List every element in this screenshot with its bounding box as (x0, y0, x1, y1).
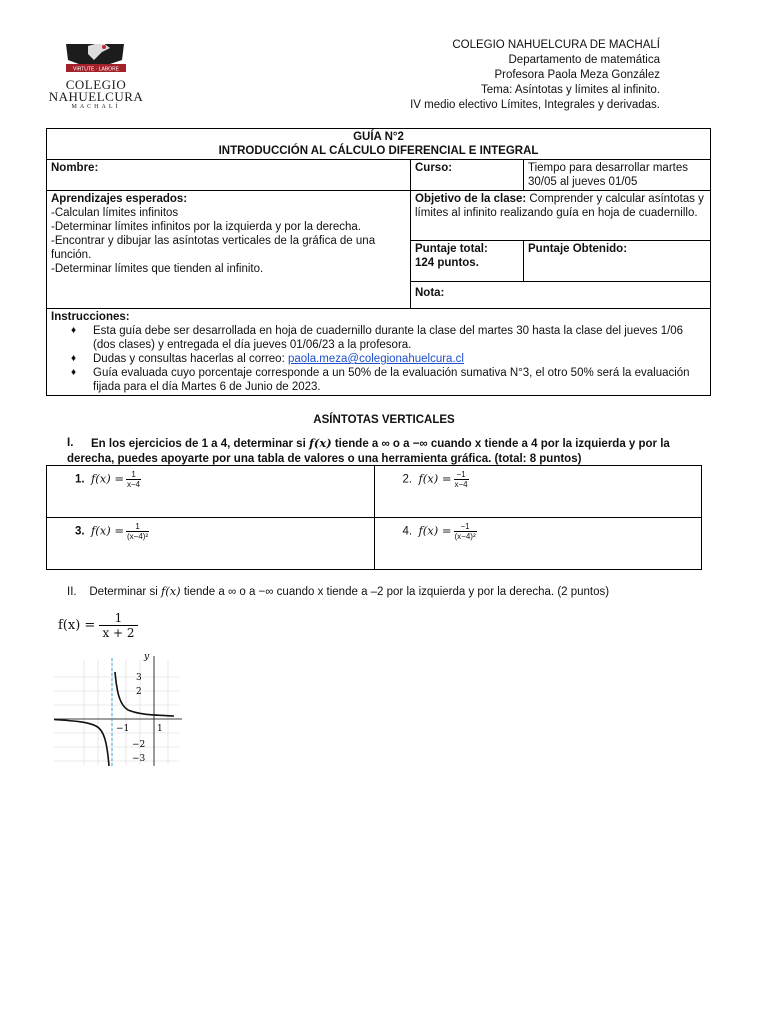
total-score (411, 241, 524, 282)
fraction-numerator: −1 (460, 522, 470, 531)
fraction-denominator: (x−4)² (454, 532, 476, 541)
logo-line-1: COLEGIO (65, 77, 127, 92)
logo-line-2: NAHUELCURA (48, 89, 144, 104)
fraction-denominator: (x−4)² (127, 532, 149, 541)
part-1-text-b: tiende a ∞ o a −∞ cuando x tiende a 4 por la izquierda y por la (331, 438, 670, 450)
graph-grid (54, 660, 179, 765)
exercise-fraction (126, 522, 149, 541)
exercise-fraction (126, 470, 141, 489)
part-1-statement (67, 436, 715, 467)
total-score-value: 124 puntos. (415, 257, 479, 269)
part-1-number: I. (67, 437, 74, 449)
teacher-name: Profesora Paola Meza González (494, 69, 660, 81)
fraction-numerator: −1 (456, 470, 466, 479)
exercise-number: 3. (75, 525, 85, 538)
email-link[interactable]: paola.meza@colegionahuelcura.cl (287, 353, 464, 365)
formula-numerator: 1 (114, 611, 123, 625)
curve-right-branch (115, 672, 174, 716)
instruction-item (93, 352, 706, 366)
exercise-function: f(x) = (418, 523, 452, 538)
part-2-text-a: Determinar si (89, 586, 161, 598)
function-graph (54, 650, 184, 770)
exercise-number: 2. (402, 473, 413, 486)
learning-item: -Determinar límites que tienden al infinito. (51, 263, 264, 275)
course-field[interactable]: Curso: (411, 160, 524, 191)
logo-ribbon-text: VIRTUTE · LABORE (72, 66, 120, 73)
part-2-number: II. (67, 586, 77, 598)
curve-left-branch (54, 720, 109, 767)
y-axis-label: y (144, 652, 150, 662)
part-1-line-2: derecha, puedes apoyarte por una tabla de valores o una herramienta gráfica. (total: 8 puntos) (67, 453, 582, 465)
school-name: COLEGIO NAHUELCURA DE MACHALÍ (452, 39, 660, 51)
objective-label: Objetivo de la clase: (415, 193, 527, 205)
course-name: IV medio electivo Límites, Integrales y derivadas. (410, 99, 660, 111)
graph-ticks (116, 673, 163, 764)
exercise-2[interactable] (374, 466, 702, 518)
part-2-text-b: tiende a ∞ o a −∞ cuando x tiende a –2 por la izquierda y por la derecha. (2 puntos) (180, 586, 610, 598)
formula-lhs: f(x) = (58, 618, 96, 633)
guide-subtitle: INTRODUCCIÓN AL CÁLCULO DIFERENCIAL E INTEGRAL (218, 145, 539, 157)
instructions-label: Instrucciones: (51, 311, 130, 323)
exercise-number: 1. (75, 473, 85, 486)
tick-y: 3 (136, 673, 142, 683)
learning-item: -Encontrar y dibujar las asíntotas verticales de la gráfica de una función. (51, 235, 376, 261)
exercise-4[interactable] (374, 518, 702, 570)
tick-y: 2 (136, 687, 142, 697)
instructions (47, 309, 711, 396)
tick-y: −2 (132, 740, 146, 750)
learning-item: -Calculan límites infinitos (51, 207, 179, 219)
learning-item: -Determinar límites infinitos por la izquierda y por la derecha. (51, 221, 361, 233)
part-1-text-a: En los ejercicios de 1 a 4, determinar si (91, 438, 309, 450)
total-score-label: Puntaje total: (415, 243, 488, 255)
fraction-denominator: x−4 (127, 480, 141, 489)
instruction-item: ♦ Esta guía debe ser desarrollada en hoja de cuadernillo durante la clase del martes 30 hasta la clase del jueves 1/06 (dos clases) y entregada el día jueves 01/06/23 a la profesora. (93, 324, 706, 352)
tick-x: 1 (157, 724, 163, 734)
objective-text: Comprender y calcular asíntotas y límites al infinito realizando guía en hoja de cuadernillo. (415, 193, 704, 219)
exercise-function: f(x) = (90, 471, 124, 486)
time-info: Tiempo para desarrollar martes 30/05 al jueves 01/05 (524, 160, 711, 191)
guide-info-table (46, 128, 711, 396)
school-logo (44, 38, 148, 114)
exercise-3[interactable] (47, 518, 375, 570)
section-title: ASÍNTOTAS VERTICALES (313, 414, 455, 426)
obtained-score-field[interactable]: Puntaje Obtenido: (524, 241, 711, 282)
document-header (410, 38, 660, 113)
formula-fraction (99, 611, 137, 640)
learning-outcomes (47, 191, 411, 309)
topic: Tema: Asíntotas y límites al infinito. (481, 84, 660, 96)
exercise-fraction (454, 470, 469, 489)
fraction-numerator: 1 (131, 470, 136, 479)
tick-y: −3 (132, 754, 146, 764)
fraction-denominator: x−4 (454, 480, 468, 489)
exercise-1[interactable] (47, 466, 375, 518)
department: Departamento de matemática (508, 54, 660, 66)
exercises-table (46, 465, 702, 570)
logo-emblem-icon (44, 38, 148, 78)
exercise-fraction (454, 522, 477, 541)
logo-line-3: MACHALÍ (71, 104, 121, 110)
instruction-email-prefix: Dudas y consultas hacerlas al correo: (93, 353, 288, 365)
guide-title: GUÍA N°2 (353, 131, 404, 143)
guide-title-cell (47, 129, 711, 160)
part-2-statement (67, 584, 609, 598)
tick-x: −1 (116, 724, 130, 734)
part-1-fx: f(x) (308, 436, 332, 450)
part-2-formula (58, 611, 138, 640)
name-field[interactable]: Nombre: (47, 160, 411, 191)
grade-field[interactable]: Nota: (411, 282, 711, 309)
formula-denominator: x + 2 (99, 625, 137, 640)
part-2-fx: f(x) (160, 584, 181, 598)
instruction-item: ♦ Guía evaluada cuyo porcentaje corresponde a un 50% de la evaluación sumativa N°3, el otro 50% será la evaluación fijada para el día Martes 6 de Junio de 2023. (93, 366, 706, 394)
class-objective (411, 191, 711, 241)
exercise-function: f(x) = (418, 471, 452, 486)
exercise-number: 4. (402, 525, 413, 538)
fraction-numerator: 1 (135, 522, 140, 531)
learning-label: Aprendizajes esperados: (51, 193, 188, 205)
exercise-function: f(x) = (90, 523, 124, 538)
